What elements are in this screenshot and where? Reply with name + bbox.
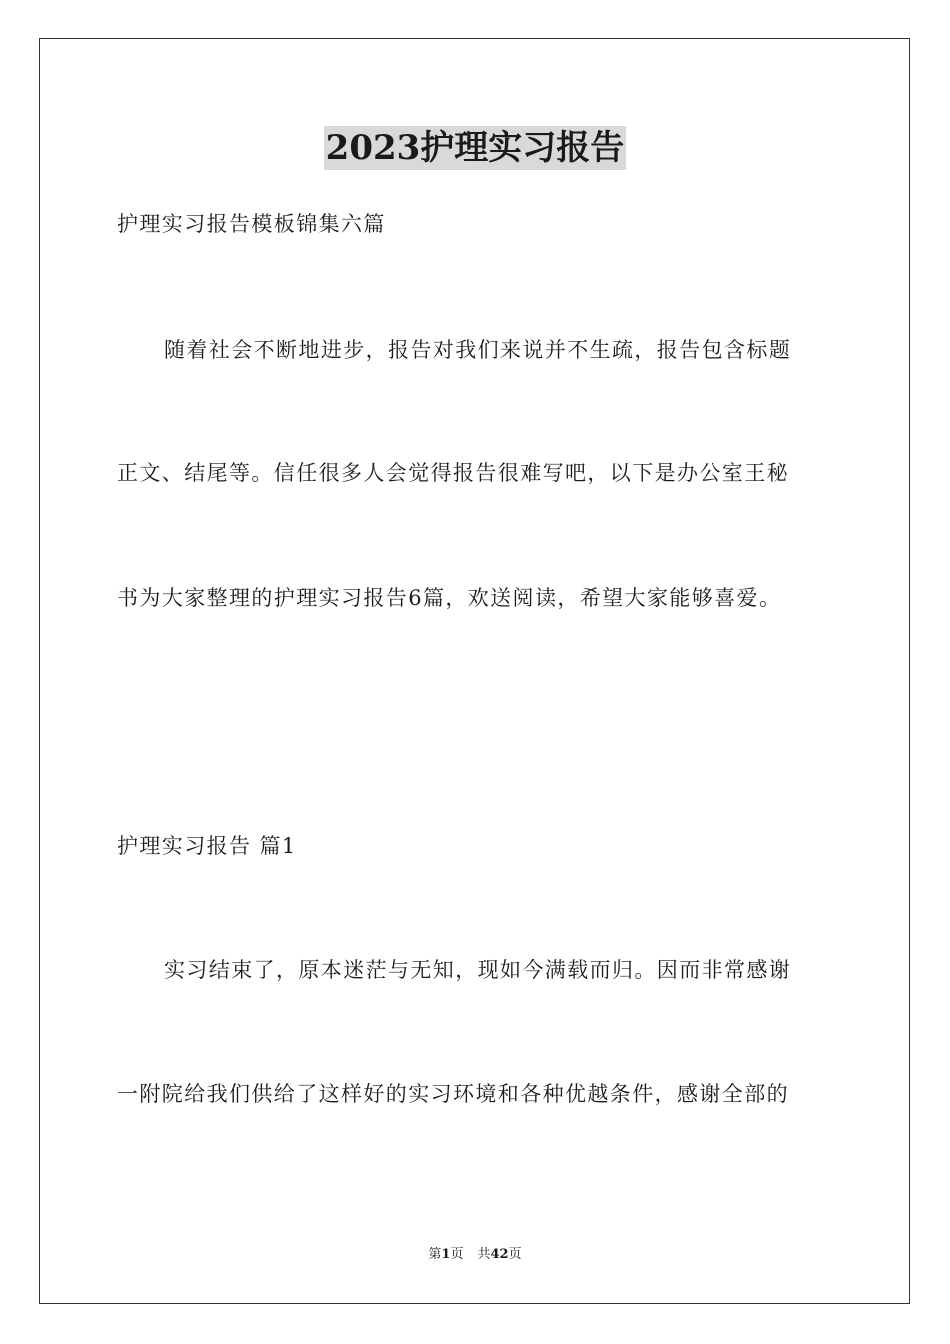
total-suffix: 页 (508, 1247, 522, 1262)
total-pages: 42 (490, 1247, 509, 1262)
page-suffix: 页 (450, 1247, 464, 1262)
document-subtitle: 护理实习报告模板锦集六篇 (117, 212, 386, 236)
intro-line-2: 正文、结尾等。信任很多人会觉得报告很难写吧，以下是办公室王秘 (117, 461, 789, 485)
page-footer (0, 1246, 950, 1264)
document-title: 2023护理实习报告 (325, 128, 625, 168)
section-line-1: 实习结束了，原本迷茫与无知，现如今满载而归。因而非常感谢 (164, 958, 792, 982)
intro-line-3: 书为大家整理的护理实习报告6篇，欢送阅读，希望大家能够喜爱。 (117, 586, 782, 610)
page-prefix: 第 (428, 1247, 442, 1262)
total-prefix: 共 (477, 1247, 491, 1262)
section-heading: 护理实习报告 篇1 (117, 834, 297, 858)
intro-line-1: 随着社会不断地进步，报告对我们来说并不生疏，报告包含标题 (164, 338, 792, 362)
page-number: 1 (441, 1247, 451, 1262)
title-container (0, 126, 950, 170)
section-line-2: 一附院给我们供给了这样好的实习环境和各种优越条件，感谢全部的 (117, 1082, 789, 1106)
